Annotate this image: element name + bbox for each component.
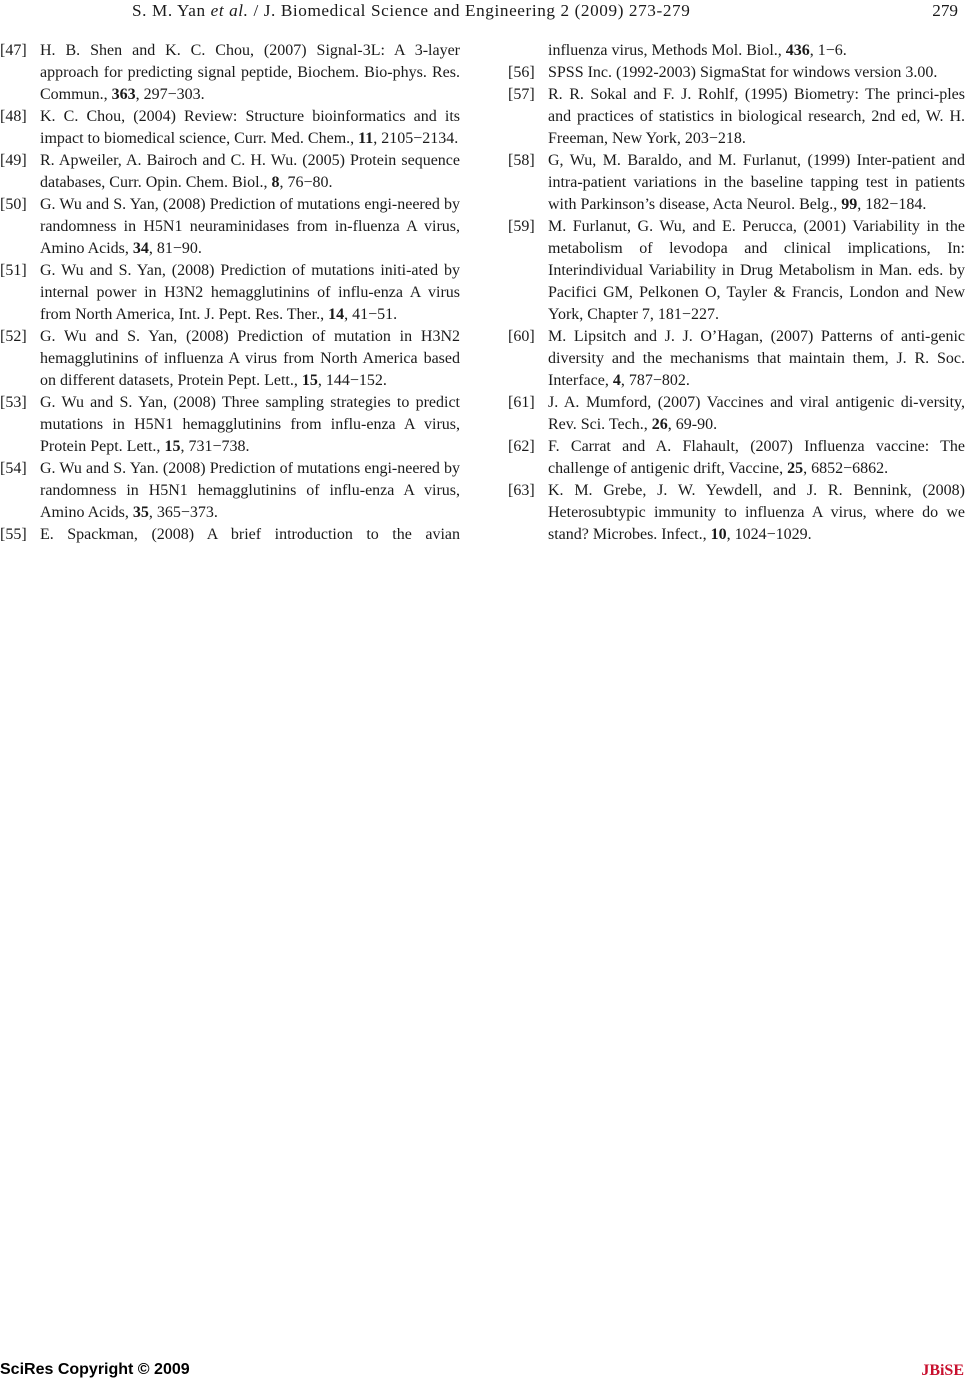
reference-text (548, 436, 965, 480)
reference-text (548, 480, 965, 546)
reference-number: [50] (0, 196, 27, 213)
reference-text (40, 392, 460, 458)
reference-number: [59] (508, 218, 535, 235)
page-number: 279 (932, 1, 958, 20)
reference-item (0, 326, 460, 392)
reference-citation: G, Wu, M. Baraldo, and M. Furlanut, (1999) Inter-patient and intra-patient variations in the baseline tapping test in patients with Parkinson’s disease, Acta Neurol. Belg., (548, 152, 965, 213)
reference-item (0, 392, 460, 458)
reference-volume: 15 (164, 438, 181, 455)
copyright-notice: SciRes Copyright © 2009 (0, 1361, 190, 1378)
reference-citation: G. Wu and S. Yan, (2008) Prediction of mutations initi-ated by internal power in H3N2 hemagglutinins of influ-enza A virus from North America, Int. J. Pept. Res. Ther., (40, 262, 460, 323)
reference-pages: , 41−51. (344, 306, 398, 323)
header-journal: / J. Biomedical Science and Engineering 2 (2009) 273-279 (248, 1, 691, 20)
reference-volume: 14 (328, 306, 345, 323)
running-header (0, 0, 967, 26)
reference-item (0, 458, 460, 524)
reference-text (548, 326, 965, 392)
reference-citation: K. C. Chou, (2004) Review: Structure bioinformatics and its impact to biomedical science, Curr. Med. Chem., (40, 108, 460, 147)
reference-pages: , 1−6. (809, 42, 847, 59)
reference-number: [55] (0, 526, 27, 543)
reference-pages: , 6852−6862. (803, 460, 889, 477)
reference-continuation (508, 40, 965, 62)
reference-volume: 34 (132, 240, 149, 257)
reference-text (40, 150, 460, 194)
reference-pages: , 81−90. (148, 240, 202, 257)
reference-text (548, 84, 965, 150)
reference-volume: 26 (651, 416, 668, 433)
reference-citation: G. Wu and S. Yan. (2008) Prediction of mutations engi-neered by randomness in H5N1 hemagglutinins of influ-enza A virus, Amino Acids, (40, 460, 460, 521)
reference-citation: G. Wu and S. Yan, (2008) Prediction of mutation in H3N2 hemagglutinins of influenza A virus from North America based on different datasets, Protein Pept. Lett., (40, 328, 460, 389)
reference-item (508, 216, 965, 326)
reference-citation: SPSS Inc. (1992-2003) SigmaStat for windows version 3.00. (548, 64, 938, 81)
reference-citation: R. Apweiler, A. Bairoch and C. H. Wu. (2005) Protein sequence databases, Curr. Opin. Chem. Biol., (40, 152, 460, 191)
reference-item (508, 326, 965, 392)
reference-volume: 4 (612, 372, 621, 389)
reference-number: [47] (0, 42, 27, 59)
reference-number: [49] (0, 152, 27, 169)
reference-text (548, 40, 965, 62)
reference-volume: 8 (271, 174, 280, 191)
reference-citation: G. Wu and S. Yan, (2008) Prediction of mutations engi-neered by randomness in H5N1 neuraminidases from in-fluenza A virus, Amino Acids, (40, 196, 460, 257)
reference-text (40, 326, 460, 392)
reference-citation: E. Spackman, (2008) A brief introduction to the avian (40, 526, 460, 543)
reference-item (508, 150, 965, 216)
reference-number: [53] (0, 394, 27, 411)
reference-item (508, 84, 965, 150)
reference-pages: , 2105−2134. (373, 130, 459, 147)
reference-number: [54] (0, 460, 27, 477)
reference-item (0, 150, 460, 194)
header-etal: et al. (210, 1, 249, 20)
reference-number: [60] (508, 328, 535, 345)
reference-number: [61] (508, 394, 535, 411)
reference-citation: M. Furlanut, G. Wu, and E. Perucca, (2001) Variability in the metabolism of levodopa and clinical implications, In: Interindividual Variability in Drug Metabolism in Man. eds. by Pacifici GM, Pelkonen O, Tayler & Francis, London and New York, Chapter 7, 181−227. (548, 218, 965, 323)
reference-number: [51] (0, 262, 27, 279)
reference-number: [57] (508, 86, 535, 103)
reference-citation: influenza virus, Methods Mol. Biol., (548, 42, 786, 59)
reference-text (548, 150, 965, 216)
reference-item (0, 260, 460, 326)
reference-text (40, 40, 460, 106)
reference-pages: , 182−184. (857, 196, 927, 213)
reference-text (548, 216, 965, 326)
reference-citation: H. B. Shen and K. C. Chou, (2007) Signal-3L: A 3-layer approach for predicting signal peptide, Biochem. Bio-phys. Res. Commun., (40, 42, 460, 103)
reference-number: [62] (508, 438, 535, 455)
reference-item (0, 524, 460, 546)
reference-citation: F. Carrat and A. Flahault, (2007) Influenza vaccine: The challenge of antigenic drift, Vaccine, (548, 438, 965, 477)
reference-citation: M. Lipsitch and J. J. O’Hagan, (2007) Patterns of anti-genic diversity and the mechanisms that maintain them, J. R. Soc. Interface, (548, 328, 965, 389)
references-right-column (508, 40, 965, 546)
reference-pages: , 297−303. (135, 86, 205, 103)
reference-volume: 11 (358, 130, 374, 147)
reference-volume: 15 (301, 372, 318, 389)
reference-text (40, 106, 460, 150)
reference-item (508, 480, 965, 546)
reference-citation: R. R. Sokal and F. J. Rohlf, (1995) Biometry: The princi-ples and practices of statistics in biological research, 2nd ed, W. H. Freeman, New York, 203−218. (548, 86, 965, 147)
reference-item (0, 40, 460, 106)
reference-citation: J. A. Mumford, (2007) Vaccines and viral antigenic di-versity, Rev. Sci. Tech., (548, 394, 965, 433)
reference-number: [63] (508, 482, 535, 499)
reference-volume: 363 (111, 86, 136, 103)
reference-text (548, 62, 965, 84)
reference-citation: G. Wu and S. Yan, (2008) Three sampling strategies to predict mutations in H5N1 hemagglutinins from influ-enza A virus, Protein Pept. Lett., (40, 394, 460, 455)
reference-number: [58] (508, 152, 535, 169)
reference-pages: , 1024−1029. (726, 526, 812, 543)
reference-volume: 25 (787, 460, 804, 477)
reference-pages: , 365−373. (148, 504, 218, 521)
reference-number: [52] (0, 328, 27, 345)
reference-volume: 436 (785, 42, 810, 59)
reference-volume: 10 (710, 526, 727, 543)
reference-text (40, 458, 460, 524)
reference-item (508, 436, 965, 480)
reference-pages: , 731−738. (180, 438, 250, 455)
reference-text (40, 260, 460, 326)
header-authors: S. M. Yan (132, 1, 211, 20)
references-left-column (0, 40, 460, 546)
reference-text (40, 194, 460, 260)
reference-volume: 99 (841, 196, 858, 213)
journal-logo-text: JBiSE (921, 1362, 964, 1379)
reference-item (508, 62, 965, 84)
reference-citation: K. M. Grebe, J. W. Yewdell, and J. R. Bennink, (2008) Heterosubtypic immunity to influenza A virus, where do we stand? Microbes. Infect., (548, 482, 965, 543)
reference-text (40, 524, 460, 546)
reference-pages: , 69-90. (667, 416, 718, 433)
reference-pages: , 787−802. (620, 372, 690, 389)
reference-number: [56] (508, 64, 535, 81)
reference-item (0, 106, 460, 150)
reference-volume: 35 (132, 504, 149, 521)
reference-text (548, 392, 965, 436)
reference-pages: , 76−80. (279, 174, 333, 191)
reference-pages: , 144−152. (317, 372, 387, 389)
reference-item (0, 194, 460, 260)
header-citation (132, 1, 690, 21)
reference-number: [48] (0, 108, 27, 125)
reference-item (508, 392, 965, 436)
